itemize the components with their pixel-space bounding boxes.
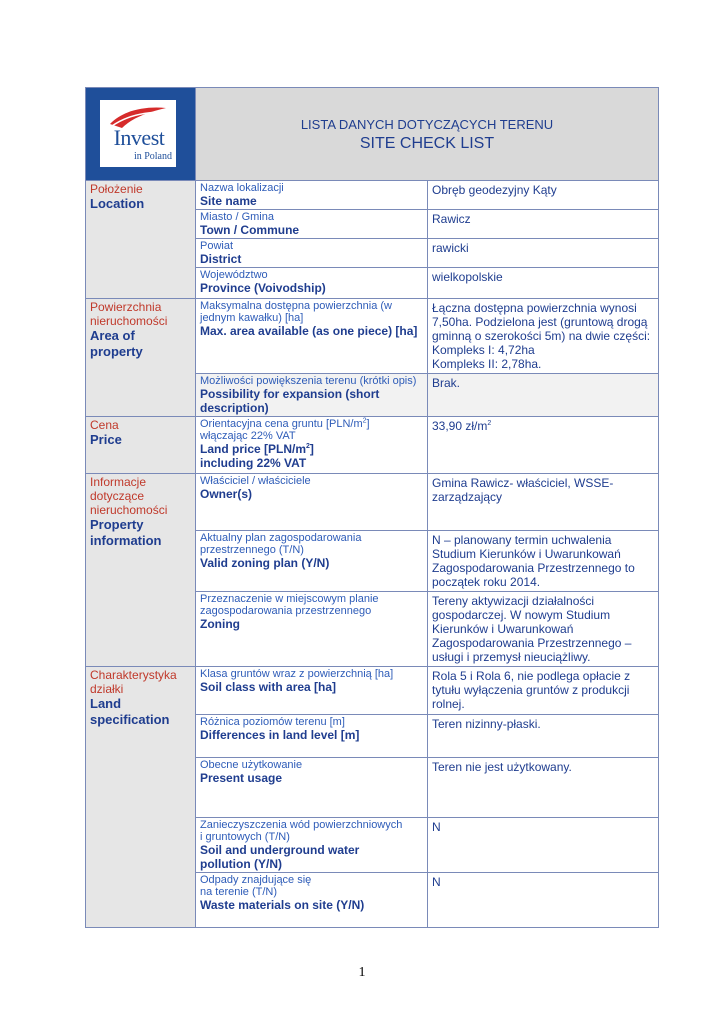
category-label-pl: Powierzchnia [90,300,162,314]
value-max-area [428,299,659,374]
field-label-pl: Właściciel / właściciele [200,475,311,487]
field-province [196,268,428,299]
value-waste: N [428,873,659,928]
logo-subtext: in Poland [133,151,172,162]
category-label-en: Location [90,196,145,211]
field-soil-class [196,667,428,715]
field-label-pl: Różnica poziomów terenu [m] [200,716,345,728]
value-town: Rawicz [428,210,659,239]
value-present-usage: Teren nie jest użytkowany. [428,758,659,818]
value-line: Studium Kierunków i Uwarunkowań [432,547,621,561]
field-label-pl: Orientacyjna cena gruntu $[PLN/m^2]$ [200,417,370,430]
category-location [86,181,196,299]
header-row [86,88,659,181]
value-pollution: N [428,818,659,873]
field-owner [196,474,428,531]
field-present-usage [196,758,428,818]
field-label-en: Valid zoning plan (Y/N) [200,556,330,570]
value-owner [428,474,659,531]
category-label-pl: Informacje [90,475,147,489]
value-soil-class [428,667,659,715]
field-max-area [196,299,428,374]
value-land-price: 33,90 $zł/m^2$ [428,417,659,474]
value-expansion: Brak. [428,374,659,417]
field-zoning-plan [196,531,428,592]
table-row [86,417,659,474]
field-label-pl: jednym kawałku) [ha] [200,312,304,324]
field-label-pl: Klasa gruntów wraz z powierzchnią [ha] [200,668,394,680]
field-label-en: description) [200,401,269,415]
invest-in-poland-logo [100,100,176,167]
value-line: Zagospodarowania Przestrzennego – [432,636,632,650]
field-label-pl: Obecne użytkowanie [200,759,303,771]
value-line: Kompleks I: 4,72ha [432,343,535,357]
field-label-en: including 22% VAT [200,456,307,470]
category-label-en: Area of [90,328,135,343]
value-line: Rola 5 i Rola 6, nie podlega opłacie z [432,669,631,683]
category-label-pl: Charakterystyka [90,668,177,682]
field-label-pl: przestrzennego (T/N) [200,544,304,556]
field-label-pl: Możliwości powiększenia terenu (krótki opis) [200,375,417,387]
field-label-en: pollution (Y/N) [200,857,282,871]
category-land [86,667,196,928]
field-label-en: District [200,252,242,266]
category-property [86,474,196,667]
value-province: wielkopolskie [428,268,659,299]
value-line: N – planowany termin uchwalenia [432,533,612,547]
value-zoning [428,592,659,667]
field-label-en: Present usage [200,771,283,785]
field-label-pl: Maksymalna dostępna powierzchnia (w [200,300,392,312]
field-label-en: Possibility for expansion (short [200,387,380,401]
category-price [86,417,196,474]
value-line: Zagospodarowania Przestrzennego to [432,561,635,575]
field-label-pl: Zanieczyszczenia wód powierzchniowych [200,819,403,831]
category-label-pl: dotyczące [90,489,145,503]
value-district: rawicki [428,239,659,268]
category-label-en: Property [90,517,144,532]
value-line: 7,50ha. Podzielona jest (gruntową drogą [432,315,648,329]
field-label-en: Zoning [200,617,240,631]
field-label-en: Differences in land level [m] [200,728,360,742]
table-row [86,667,659,715]
category-label-en: information [90,533,162,548]
table-row [86,474,659,531]
field-zoning [196,592,428,667]
title-polish: LISTA DANYCH DOTYCZĄCYCH TERENU [300,117,554,132]
value-line: tytułu wyłączenia gruntów z produkcji [432,683,630,697]
field-label-en: Owner(s) [200,487,253,501]
field-label-pl: na terenie (T/N) [200,886,278,898]
field-land-price [196,417,428,474]
value-line: początek roku 2014. [432,575,541,589]
field-expansion [196,374,428,417]
field-label-pl: Aktualny plan zagospodarowania [200,532,362,544]
field-label-pl: Przeznaczenie w miejscowym planie [200,593,379,605]
category-label-en: property [90,344,143,359]
value-line: Gmina Rawicz- właściciel, WSSE- [432,476,614,490]
logo-text: Invest [113,125,165,150]
category-label-pl: nieruchomości [90,503,168,517]
field-district [196,239,428,268]
category-label-pl: Położenie [90,182,143,196]
field-town [196,210,428,239]
value-line: gminną o szerokości 5m) na dwie części: [432,329,651,343]
table-row [86,181,659,210]
category-label-en: Price [90,432,122,447]
field-site-name [196,181,428,210]
category-area [86,299,196,417]
field-label-en: Land price $[PLN/m^2]$ [200,442,314,456]
field-label-pl: Odpady znajdujące się [200,874,312,886]
field-label-pl: Województwo [200,269,268,281]
logo-cell [86,88,196,181]
value-line: usługi i przemysł nieuciążliwy. [432,650,591,664]
title-english: SITE CHECK LIST [359,135,495,152]
category-label-en: specification [90,712,170,727]
field-label-en: Max. area available (as one piece) [ha] [200,324,418,338]
category-label-en: Land [90,696,122,711]
field-label-pl: i gruntowych (T/N) [200,831,290,843]
field-label-en: Province (Voivodship) [200,281,326,295]
field-level-diff [196,715,428,758]
category-label-pl: Cena [90,418,119,432]
category-label-pl: nieruchomości [90,314,168,328]
field-pollution [196,818,428,873]
value-line: Łączna dostępna powierzchnia wynosi [432,301,637,315]
field-label-pl: Powiat [200,240,234,252]
value-line: Kompleks II: 2,78ha. [432,357,542,371]
field-label-pl: zagospodarowania przestrzennego [200,605,372,617]
value-zoning-plan [428,531,659,592]
value-line: gospodarczej. W nowym Studium [432,608,611,622]
field-label-en: Soil class with area [ha] [200,680,337,694]
field-label-pl: włączając 22% VAT [200,430,296,442]
value-line: Tereny aktywizacji działalności [432,594,595,608]
value-line: Kierunków i Uwarunkowań [432,622,574,636]
field-label-en: Site name [200,194,257,208]
value-line: rolnej. [432,697,465,711]
field-label-en: Town / Commune [200,223,300,237]
table-row [86,299,659,374]
value-line: zarządzający [432,490,503,504]
site-check-list-table [85,87,659,928]
field-label-pl: Nazwa lokalizacji [200,182,284,194]
title-cell [196,88,659,181]
category-label-pl: działki [90,682,124,696]
value-site-name: Obręb geodezyjny Kąty [428,181,659,210]
field-label-en: Soil and underground water [200,843,360,857]
field-label-en: Waste materials on site (Y/N) [200,898,365,912]
value-level-diff: Teren nizinny-płaski. [428,715,659,758]
page-number: 1 [358,965,366,980]
field-label-pl: Miasto / Gmina [200,211,274,223]
field-waste [196,873,428,928]
